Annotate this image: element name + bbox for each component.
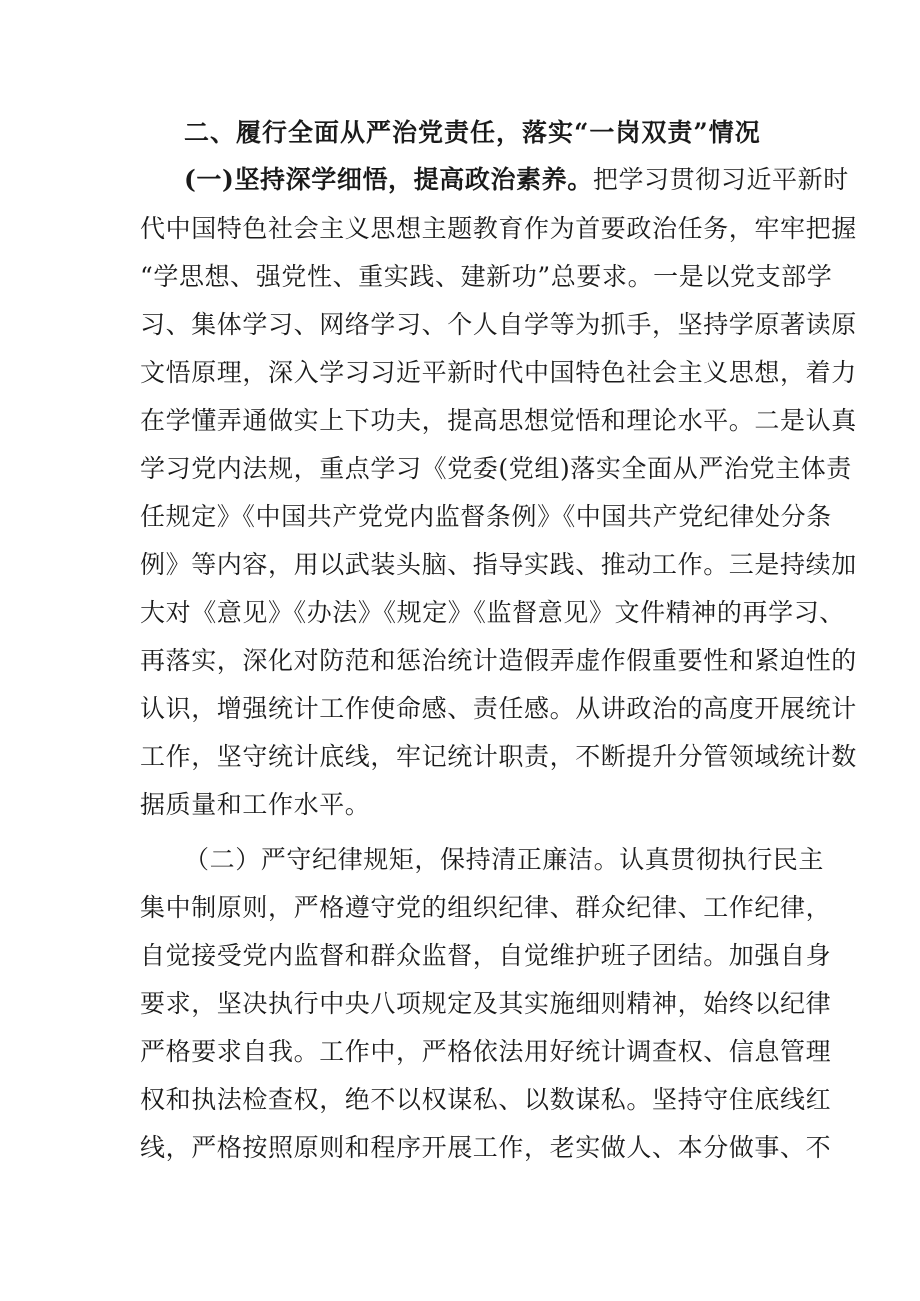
paragraph-line: 认识，增强统计工作使命感、责任感。从讲政治的高度开展统计 xyxy=(140,694,857,723)
paragraph-line: 大对《意见》《办法》《规定》《监督意见》文件精神的再学习、 xyxy=(140,598,845,627)
paragraph-line: 严格要求自我。工作中，严格依法用好统计调查权、信息管理 xyxy=(140,1037,832,1066)
paragraph-line: 自觉接受党内监督和群众监督，自觉维护班子团结。加强自身 xyxy=(140,941,832,970)
paragraph-line: （二）严守纪律规矩，保持清正廉洁。认真贯彻执行民主 xyxy=(184,845,825,874)
paragraph-line: 工作，坚守统计底线，牢记统计职责，不断提升分管领域统计数 xyxy=(140,742,857,771)
paragraph-text: 把学习贯彻习近平新时 xyxy=(592,165,849,194)
paragraph-line: 习、集体学习、网络学习、个人自学等为抓手，坚持学原著读原 xyxy=(140,310,857,339)
subsection-title: (一)坚持深学细悟，提高政治素养。 xyxy=(184,165,593,194)
paragraph-line: 学习党内法规，重点学习《党委(党组)落实全面从严治党主体责 xyxy=(140,454,852,483)
paragraph-line: 权和执法检查权，绝不以权谋私、以数谋私。坚持守住底线红 xyxy=(140,1085,832,1114)
paragraph-line: 要求，坚决执行中央八项规定及其实施细则精神，始终以纪律 xyxy=(140,989,832,1018)
paragraph-line: 在学懂弄通做实上下功夫，提高思想觉悟和理论水平。二是认真 xyxy=(140,406,857,435)
paragraph-line: 集中制原则，严格遵守党的组织纪律、群众纪律、工作纪律， xyxy=(140,893,832,922)
paragraph-line: 再落实，深化对防范和惩治统计造假弄虚作假重要性和紧迫性的 xyxy=(140,646,857,675)
paragraph-line: 代中国特色社会主义思想主题教育作为首要政治任务，牢牢把握 xyxy=(140,214,857,243)
paragraph-line: 任规定》《中国共产党党内监督条例》《中国共产党纪律处分条 xyxy=(140,502,832,531)
paragraph-line: 据质量和工作水平。 xyxy=(140,790,371,819)
paragraph-line: 例》等内容，用以武装头脑、指导实践、推动工作。三是持续加 xyxy=(140,550,857,579)
paragraph-line: “学思想、强党性、重实践、建新功”总要求。一是以党支部学 xyxy=(140,262,833,291)
paragraph-line xyxy=(184,163,849,197)
section-heading: 二、履行全面从严治党责任，落实“一岗双责”情况 xyxy=(184,118,761,147)
paragraph-line: 线，严格按照原则和程序开展工作，老实做人、本分做事、不 xyxy=(140,1133,832,1162)
paragraph-line: 文悟原理，深入学习习近平新时代中国特色社会主义思想，着力 xyxy=(140,358,857,387)
